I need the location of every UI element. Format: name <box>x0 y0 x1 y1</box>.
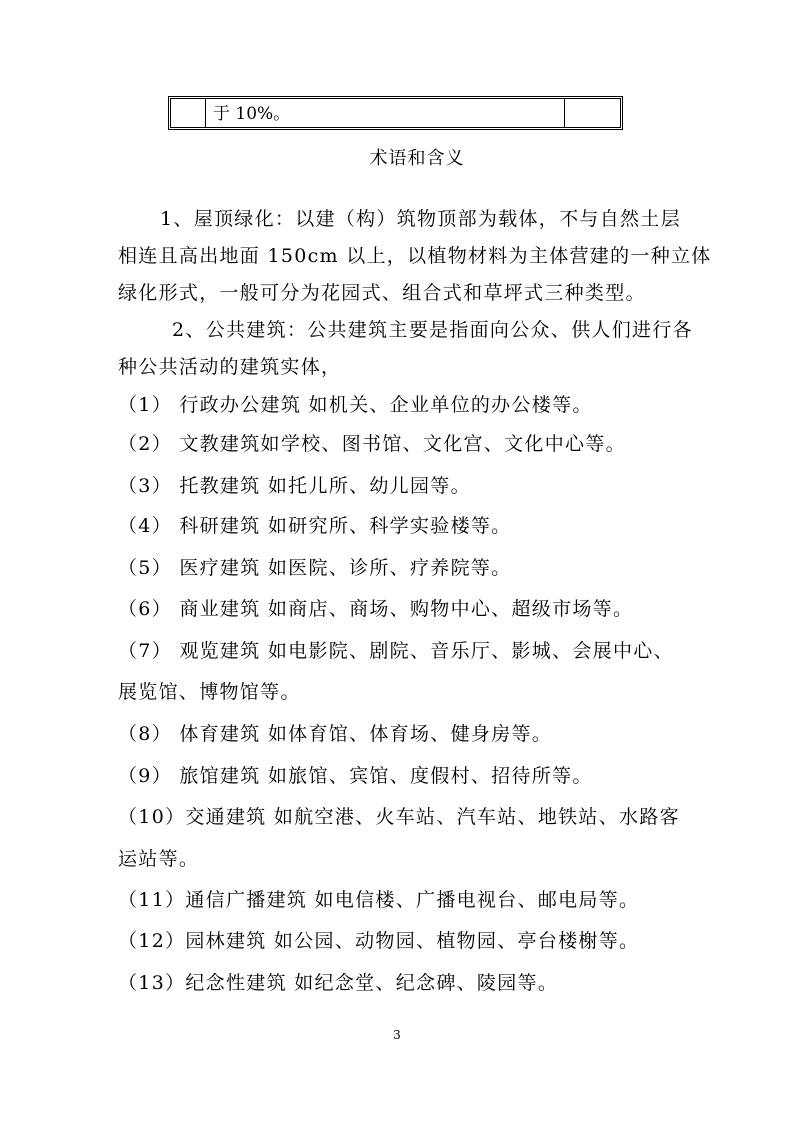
list-item-10-line-1: （10）交通建筑 如航空港、火车站、汽车站、地铁站、水路客 <box>118 806 680 828</box>
list-item-8: （8） 体育建筑 如体育馆、体育场、健身房等。 <box>118 723 553 745</box>
list-item-2: （2） 文教建筑如学校、图书馆、文化宫、文化中心等。 <box>118 433 626 455</box>
list-item-1: （1） 行政办公建筑 如机关、企业单位的办公楼等。 <box>118 394 593 416</box>
list-item-12: （12）园林建筑 如公园、动物园、植物园、亭台楼榭等。 <box>118 930 640 952</box>
list-item-7-line-2: 展览馆、博物馆等。 <box>118 681 301 703</box>
list-item-3: （3） 托教建筑 如托儿所、幼儿园等。 <box>118 475 471 497</box>
list-item-6: （6） 商业建筑 如商店、商场、购物中心、超级市场等。 <box>118 598 634 620</box>
paragraph-1-line-1: 1、屋顶绿化：以建（构）筑物顶部为载体，不与自然土层 <box>160 208 681 230</box>
list-item-11: （11）通信广播建筑 如电信楼、广播电视台、邮电局等。 <box>118 889 640 911</box>
table-cell-left <box>171 99 206 127</box>
list-item-10-line-2: 运站等。 <box>118 848 200 870</box>
paragraph-1-line-2: 相连且高出地面 150cm 以上，以植物材料为主体营建的一种立体 <box>118 245 712 267</box>
table-cell-middle: 于 10%。 <box>205 99 565 127</box>
list-item-4: （4） 科研建筑 如研究所、科学实验楼等。 <box>118 515 512 537</box>
page-number: 3 <box>393 1028 401 1042</box>
list-item-7-line-1: （7） 观览建筑 如电影院、剧院、音乐厅、影城、会展中心、 <box>118 640 674 662</box>
list-item-9: （9） 旅馆建筑 如旅馆、宾馆、度假村、招待所等。 <box>118 765 593 787</box>
table-fragment <box>168 96 623 130</box>
paragraph-2-line-2: 种公共活动的建筑实体， <box>118 356 342 378</box>
paragraph-1-line-3: 绿化形式，一般可分为花园式、组合式和草坪式三种类型。 <box>118 282 646 304</box>
list-item-5: （5） 医疗建筑 如医院、诊所、疗养院等。 <box>118 557 512 579</box>
list-item-13: （13）纪念性建筑 如纪念堂、纪念碑、陵园等。 <box>118 972 559 994</box>
section-heading: 术语和含义 <box>369 148 465 169</box>
paragraph-2-line-1: 2、公共建筑：公共建筑主要是指面向公众、供人们进行各 <box>172 319 693 341</box>
table-cell-right <box>562 99 620 127</box>
